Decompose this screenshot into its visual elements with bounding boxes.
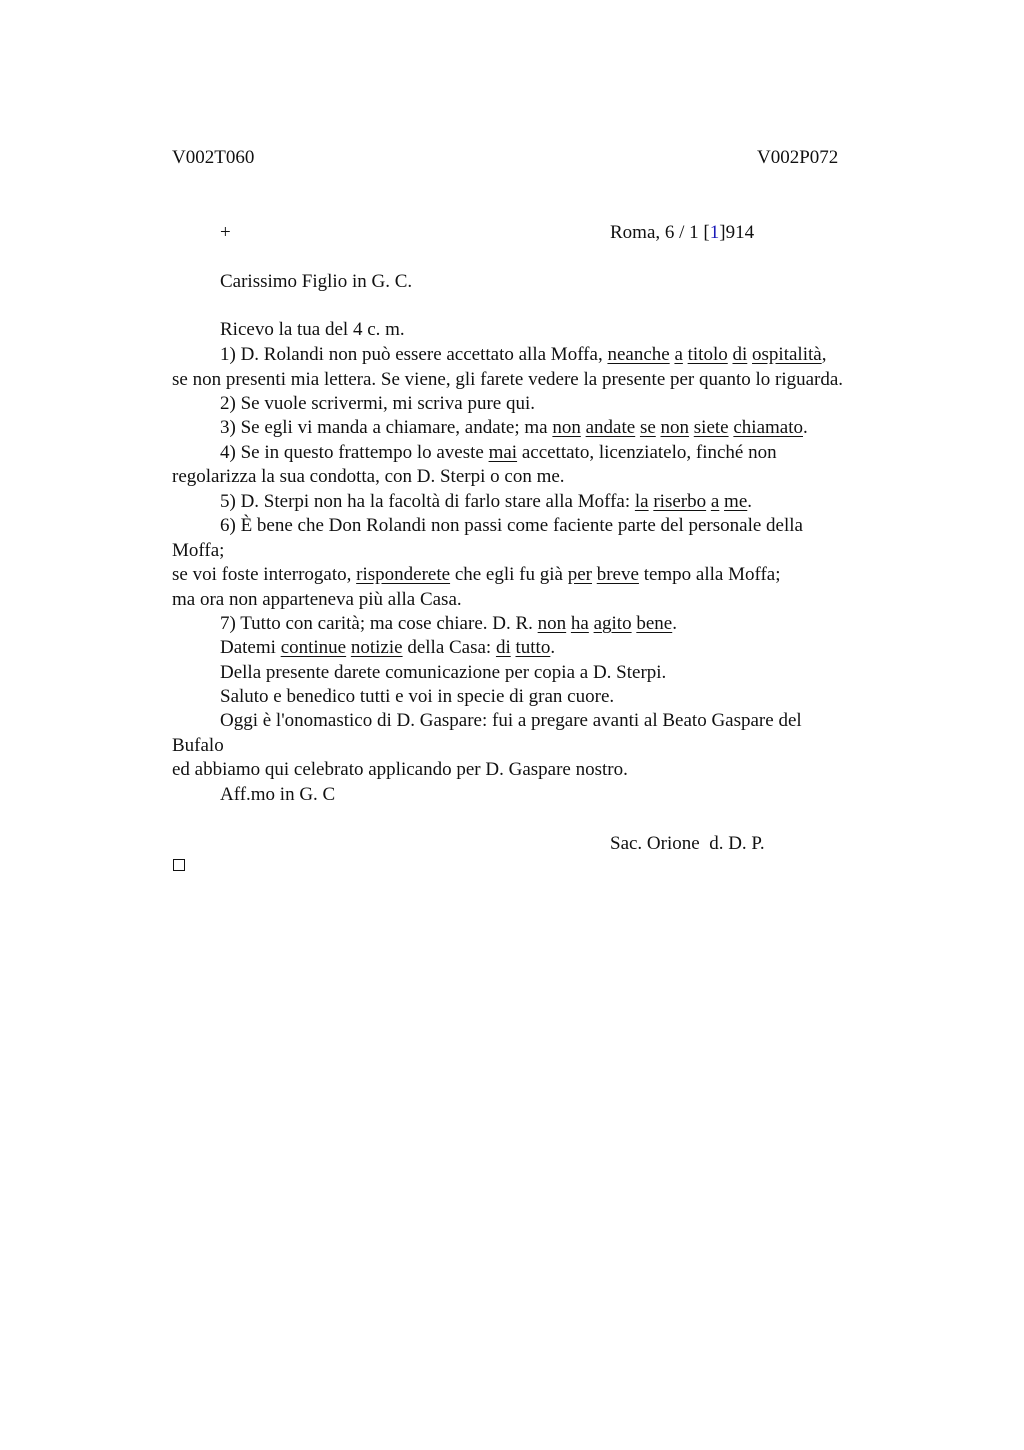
document-code-left: V002T060	[172, 147, 255, 168]
news-text: della Casa:	[402, 637, 496, 658]
underlined-word: per	[567, 564, 592, 585]
item-1-text: 1) D. Rolandi non può essere accettato alla Moffa,	[220, 344, 608, 365]
punctuation: ,	[821, 344, 827, 365]
underlined-word: la	[634, 491, 649, 512]
item-4-text-end: accettato, licenziatelo, finché non	[517, 442, 777, 463]
item-1-continuation: se non presenti mia lettera. Se viene, gli farete vedere la presente per quanto lo riguarda.	[172, 369, 844, 390]
punctuation: .	[803, 417, 808, 438]
onomastic-continuation-1: Bufalo	[172, 735, 224, 756]
item-7	[220, 612, 677, 636]
underlined-word: continue	[280, 637, 347, 658]
underlined-word: ospitalità	[752, 344, 822, 365]
underlined-word: di	[732, 344, 748, 365]
end-box-icon	[173, 859, 185, 871]
closing: Aff.mo in G. C	[220, 784, 336, 805]
item-5-text: 5) D. Sterpi non ha la facoltà di farlo stare alla Moffa:	[220, 491, 635, 512]
item-6-text: se voi foste interrogato,	[172, 564, 357, 585]
item-6-text: tempo alla Moffa;	[638, 564, 781, 585]
punctuation: .	[550, 637, 556, 658]
item-6: 6) È bene che Don Rolandi non passi come faciente parte del personale della	[220, 515, 803, 536]
item-6-continuation-2	[172, 563, 781, 587]
signature: Sac. Orione d. D. P.	[610, 833, 765, 854]
item-6-continuation-3: ma ora non apparteneva più alla Casa.	[172, 589, 462, 610]
underlined-word: risponderete	[356, 564, 451, 585]
document-code-right: V002P072	[757, 147, 839, 168]
underlined-word: se	[639, 417, 656, 438]
underlined-word: siete	[693, 417, 729, 438]
underlined-word: non	[660, 417, 690, 438]
date-prefix: Roma, 6 / 1 [	[610, 222, 710, 243]
underlined-word: tutto	[515, 637, 551, 658]
item-7-text: 7) Tutto con carità; ma cose chiare. D. R.	[220, 613, 538, 634]
underlined-word: titolo	[687, 344, 728, 365]
onomastic-continuation-2: ed abbiamo qui celebrato applicando per D. Gaspare nostro.	[172, 759, 628, 780]
item-3	[220, 416, 808, 440]
underlined-word: ha	[570, 613, 589, 634]
news-text: Datemi	[220, 637, 281, 658]
underlined-word: chiamato	[733, 417, 803, 438]
underlined-word: a	[674, 344, 683, 365]
greeting-line: Saluto e benedico tutti e voi in specie di gran cuore.	[220, 686, 615, 707]
item-4-text: 4) Se in questo frattempo lo aveste	[220, 442, 489, 463]
cross-mark: +	[220, 222, 231, 243]
item-4-continuation: regolarizza la sua condotta, con D. Sterpi o con me.	[172, 466, 565, 487]
item-1	[220, 343, 826, 367]
intro-line: Ricevo la tua del 4 c. m.	[220, 319, 405, 340]
item-4	[220, 441, 777, 465]
underlined-word: andate	[585, 417, 636, 438]
date-suffix: ]914	[719, 222, 755, 243]
underlined-word: a	[710, 491, 720, 512]
item-6-text: che egli fu già	[450, 564, 568, 585]
underlined-word: non	[552, 417, 581, 438]
underlined-word: notizie	[350, 637, 403, 658]
underlined-word: me	[724, 491, 748, 512]
news-request	[220, 636, 555, 660]
punctuation: .	[672, 613, 677, 634]
letter-date	[610, 221, 754, 245]
underlined-word: bene	[636, 613, 673, 634]
copy-instruction: Della presente darete comunicazione per copia a D. Sterpi.	[220, 662, 667, 683]
onomastic-line: Oggi è l'onomastico di D. Gaspare: fui a pregare avanti al Beato Gaspare del	[220, 710, 802, 731]
underlined-word: neanche	[607, 344, 670, 365]
underlined-word: riserbo	[653, 491, 707, 512]
underlined-word: breve	[596, 564, 639, 585]
salutation: Carissimo Figlio in G. C.	[220, 271, 413, 292]
item-3-text: 3) Se egli vi manda a chiamare, andate; ma	[220, 417, 553, 438]
item-2: 2) Se vuole scrivermi, mi scriva pure qui.	[220, 393, 536, 414]
item-6-continuation-1: Moffa;	[172, 540, 225, 561]
underlined-word: agito	[593, 613, 632, 634]
underlined-word: mai	[488, 442, 518, 463]
item-5	[220, 490, 752, 514]
date-editorial-insert: 1	[709, 222, 720, 243]
underlined-word: di	[495, 637, 511, 658]
punctuation: .	[747, 491, 753, 512]
underlined-word: non	[537, 613, 567, 634]
